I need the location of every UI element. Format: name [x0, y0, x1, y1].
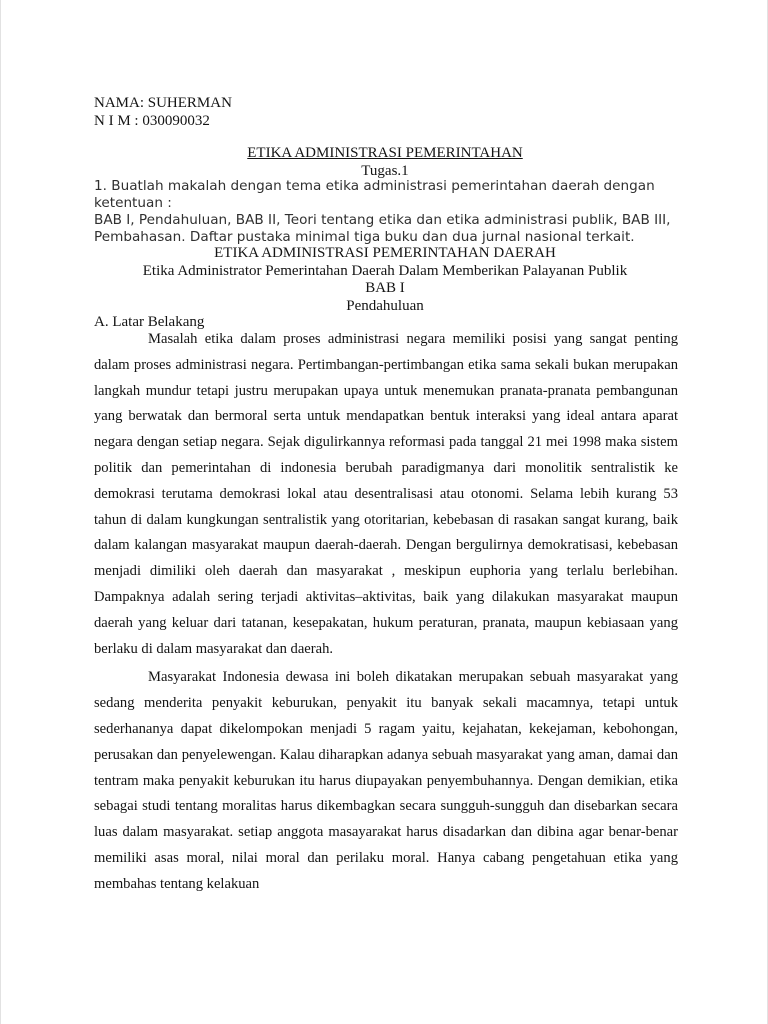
paragraph: Masyarakat Indonesia dewasa ini boleh dikatakan merupakan sebuah masyarakat yang sedang menderita penyakit keburukan, penyakit itu banyak sekali macamnya, tetapi untuk sederhananya dapat dikelompokan menjadi 5 ragam yaitu, kejahatan, kekejaman, kebohongan, perusakan dan penyelewengan. Kalau diharapkan adanya sebuah masyarakat yang aman, damai dan tentram maka penyakit keburukan itu harus diupayakan penyembuhannya. Dengan demikian, etika sebagai studi tentang moralitas harus dikembagkan secara sungguh-sungguh dan disebarkan secara luas dalam masyarakat. setiap anggota masayarakat harus disadarkan dan dibina agar benar-benar memiliki asas moral, nilai moral dan perilaku moral. Hanya cabang pengetahuan etika yang membahas tentang kelakuan — [94, 669, 678, 892]
chapter-title: Pendahuluan — [346, 297, 424, 314]
student-nim: N I M : 030090032 — [94, 113, 210, 129]
paper-title: ETIKA ADMINISTRASI PEMERINTAHAN DAERAH — [214, 245, 556, 261]
paper-subtitle: Etika Administrator Pemerintahan Daerah Dalam Memberikan Palayanan Publik — [142, 262, 628, 279]
task-label: Tugas.1 — [361, 163, 409, 179]
student-identity — [94, 94, 232, 130]
section-heading: A. Latar Belakang — [94, 314, 205, 330]
student-name: NAMA: SUHERMAN — [94, 95, 232, 111]
paper-headings — [1, 245, 768, 315]
paragraph: Masalah etika dalam proses administrasi negara memiliki posisi yang sangat penting dalam proses administrasi negara. Pertimbangan-pertimbangan etika sama sekali bukan merupakan langkah mundur tetapi justru merupakan upaya untuk menemukan pranata-pranata pembangunan yang berwatak dan bermoral serta untuk mendapatkan bentuk interaksi yang ideal antara aparat negara dengan setiap negara. Sejak digulirkannya reformasi pada tanggal 21 mei 1998 maka sistem politik dan pemerintahan di indonesia berubah paradigmanya dari monolitik sentralistik ke demokrasi terutama demokrasi lokal atau desentralisasi atau otonomi. Selama lebih kurang 53 tahun di dalam kungkungan sentralistik yang otoritarian, kebebasan di rasakan sangat kurang, baik dalam kalangan masyarakat maupun daerah-daerah. Dengan bergulirnya demokratisasi, kebebasan menjadi dimiliki oleh daerah dan masyarakat , meskipun euphoria yang terlalu berlebihan. Dampaknya adalah sering terjadi aktivitas–aktivitas, baik yang dilakukan masyarakat maupun daerah yang keluar dari tatanan, kesepakatan, hukum peraturan, pranata, maupun kebiasaan yang berlaku di dalam masyarakat dan daerah. — [94, 331, 678, 657]
chapter-number: BAB I — [365, 280, 405, 296]
course-title: ETIKA ADMINISTRASI PEMERINTAHAN — [247, 145, 523, 161]
task-instructions: 1. Buatlah makalah dengan tema etika administrasi pemerintahan daerah dengan ketentuan : BAB I, Pendahuluan, BAB II, Teori tentang etika dan etika administrasi publik, BAB III, Pembahasan. Daftar pustaka minimal tiga buku dan dua jurnal nasional terkait. — [94, 178, 671, 245]
body-text — [94, 327, 678, 898]
